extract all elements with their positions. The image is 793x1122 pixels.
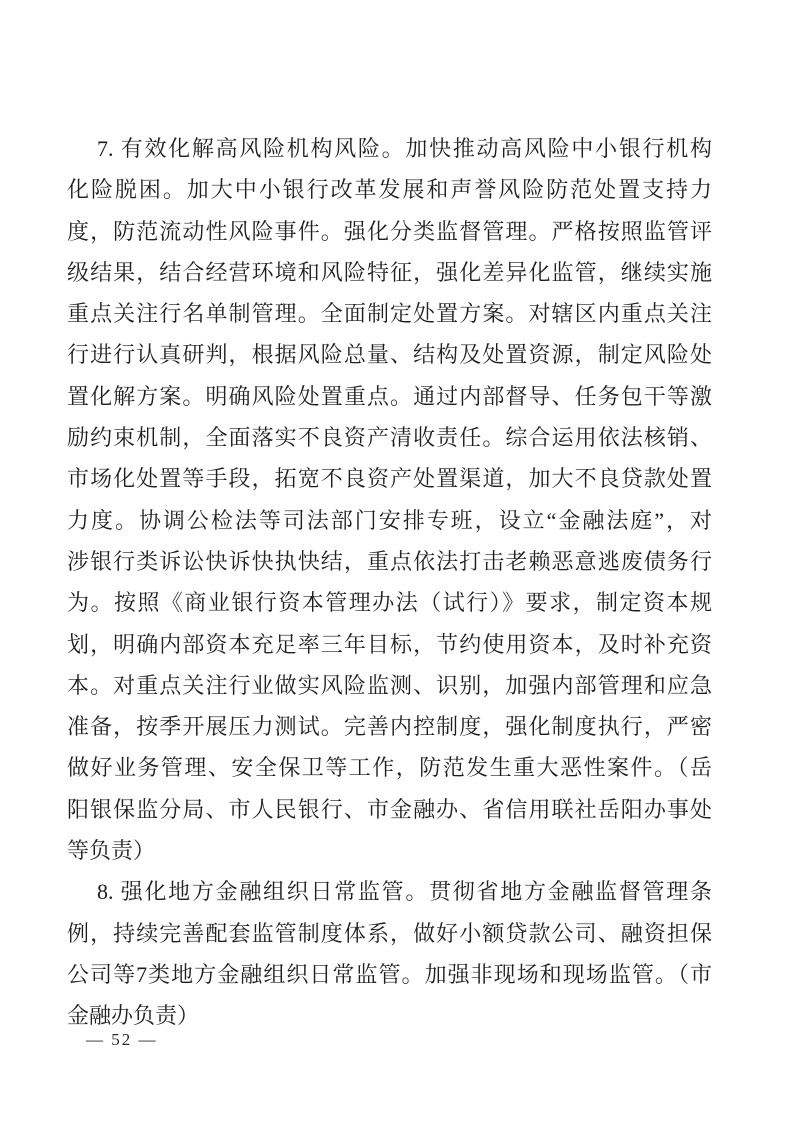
page-number: — 52 — [86, 1030, 158, 1049]
paragraph-7-line: 本。对重点关注行业做实风险监测、识别，加强内部管理和应急 [67, 672, 712, 698]
paragraph-7-line: 重点关注行名单制管理。全面制定处置方案。对辖区内重点关注 [67, 301, 712, 327]
paragraph-7-line: 化险脱困。加大中小银行改革发展和声誉风险防范处置支持力 [67, 177, 712, 203]
paragraph-7-line: 划，明确内部资本充足率三年目标，节约使用资本，及时补充资 [67, 631, 712, 657]
paragraph-8-line: 例，持续完善配套监管制度体系，做好小额贷款公司、融资担保 [67, 920, 712, 946]
paragraph-7-line: 7. 有效化解高风险机构风险。加快推动高风险中小银行机构 [97, 136, 712, 161]
paragraph-7-line: 阳银保监分局、市人民银行、市金融办、省信用联社岳阳办事处 [67, 796, 712, 822]
paragraph-7-line: 励约束机制，全面落实不良资产清收责任。综合运用依法核销、 [67, 425, 712, 451]
paragraph-7-line: 做好业务管理、安全保卫等工作，防范发生重大恶性案件。（岳 [67, 755, 712, 781]
paragraph-7-line: 力度。协调公检法等司法部门安排专班，设立“金融法庭”，对 [67, 507, 713, 533]
paragraph-7-line: 涉银行类诉讼快诉快执快结，重点依法打击老赖恶意逃废债务行 [67, 548, 712, 574]
paragraph-8-line: 公司等7类地方金融组织日常监管。加强非现场和现场监管。（市 [67, 961, 712, 987]
text-block [67, 128, 712, 1037]
paragraph-8-line: 8. 强化地方金融组织日常监管。贯彻省地方金融监督管理条 [97, 879, 712, 905]
paragraph-8-line: 金融办负责） [67, 1003, 200, 1029]
paragraph-7-line: 级结果，结合经营环境和风险特征，强化差异化监管，继续实施 [67, 259, 712, 285]
paragraph-7-line: 市场化处置等手段，拓宽不良资产处置渠道，加大不良贷款处置 [67, 466, 712, 492]
paragraph-7-line: 等负责） [67, 838, 156, 864]
paragraph-7-line: 置化解方案。明确风险处置重点。通过内部督导、任务包干等激 [67, 383, 712, 409]
paragraph-7-line: 为。按照《商业银行资本管理办法（试行）》要求，制定资本规 [67, 590, 712, 616]
paragraph-7-line: 准备，按季开展压力测试。完善内控制度，强化制度执行，严密 [67, 714, 712, 740]
paragraph-7-line: 行进行认真研判，根据风险总量、结构及处置资源，制定风险处 [67, 342, 712, 368]
paragraph-7-line: 度，防范流动性风险事件。强化分类监督管理。严格按照监管评 [67, 218, 712, 244]
